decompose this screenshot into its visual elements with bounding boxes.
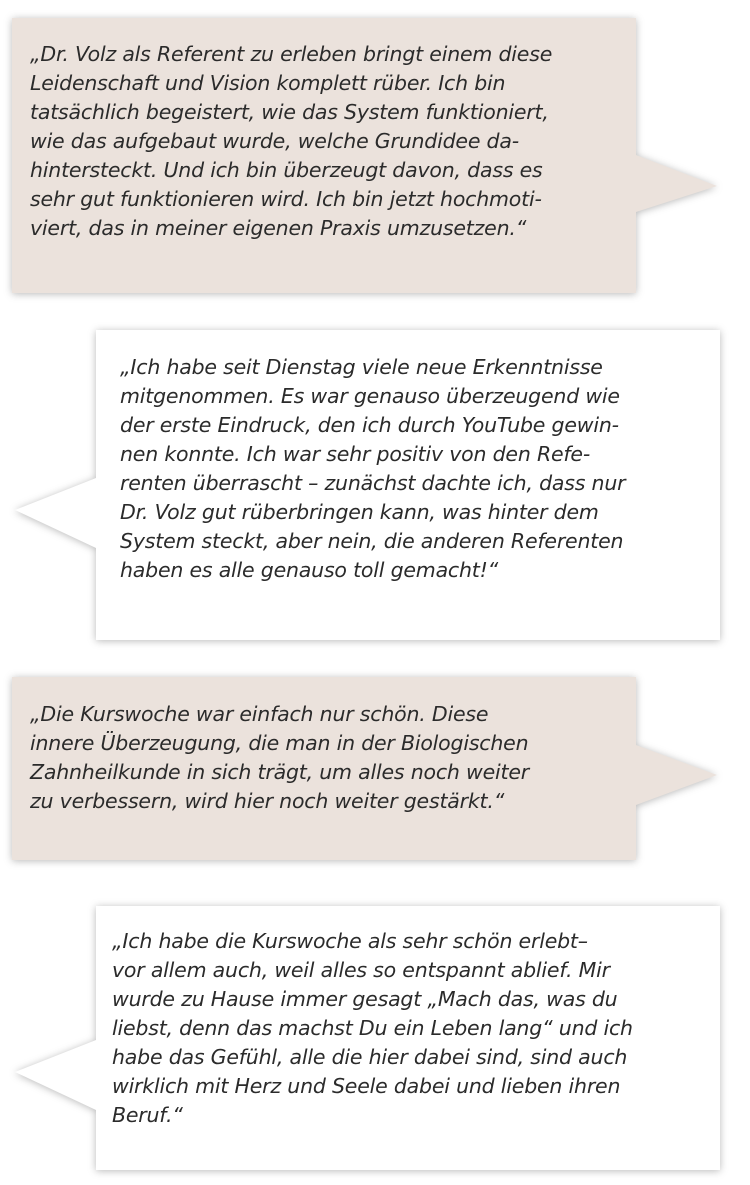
quote-line: System steckt, aber nein, die anderen Referenten — [120, 529, 624, 553]
quote-line: wurde zu Hause immer gesagt „Mach das, was du — [112, 987, 618, 1011]
quote-line: zu verbessern, wird hier noch weiter gestärkt.“ — [30, 789, 505, 813]
quote-line: sehr gut funktionieren wird. Ich bin jetzt hochmoti- — [30, 187, 542, 211]
quote-line: „Ich habe die Kurswoche als sehr schön erlebt– — [112, 929, 588, 953]
quote-line: tatsächlich begeistert, wie das System funktioniert, — [30, 100, 549, 124]
quote-line: wirklich mit Herz und Seele dabei und lieben ihren — [112, 1074, 621, 1098]
quote-line: „Dr. Volz als Referent zu erleben bringt einem diese — [30, 42, 553, 66]
quote-line: liebst, denn das machst Du ein Leben lang“ und ich — [112, 1016, 633, 1040]
quote-line: Dr. Volz gut rüberbringen kann, was hinter dem — [120, 500, 599, 524]
quote-line: wie das aufgebaut wurde, welche Grundidee da- — [30, 129, 519, 153]
quote-line: der erste Eindruck, den ich durch YouTube gewin- — [120, 413, 619, 437]
quote-line: Beruf.“ — [112, 1103, 183, 1127]
quote-line: „Ich habe seit Dienstag viele neue Erkenntnisse — [120, 355, 603, 379]
quote-line: mitgenommen. Es war genauso überzeugend wie — [120, 384, 620, 408]
quote-line: hintersteckt. Und ich bin überzeugt davon, dass es — [30, 158, 543, 182]
testimonial-4-text — [112, 927, 633, 1130]
quote-line: „Die Kurswoche war einfach nur schön. Diese — [30, 702, 489, 726]
quote-line: Zahnheilkunde in sich trägt, um alles noch weiter — [30, 760, 529, 784]
quote-line: vor allem auch, weil alles so entspannt ablief. Mir — [112, 958, 610, 982]
quote-line: innere Überzeugung, die man in der Biologischen — [30, 731, 529, 755]
quote-line: haben es alle genauso toll gemacht!“ — [120, 558, 499, 582]
quote-line: viert, das in meiner eigenen Praxis umzusetzen.“ — [30, 216, 527, 240]
quote-line: renten überrascht – zunächst dachte ich, dass nur — [120, 471, 626, 495]
quote-line: habe das Gefühl, alle die hier dabei sind, sind auch — [112, 1045, 628, 1069]
quote-line: nen konnte. Ich war sehr positiv von den Refe- — [120, 442, 591, 466]
quote-line: Leidenschaft und Vision komplett rüber. Ich bin — [30, 71, 506, 95]
